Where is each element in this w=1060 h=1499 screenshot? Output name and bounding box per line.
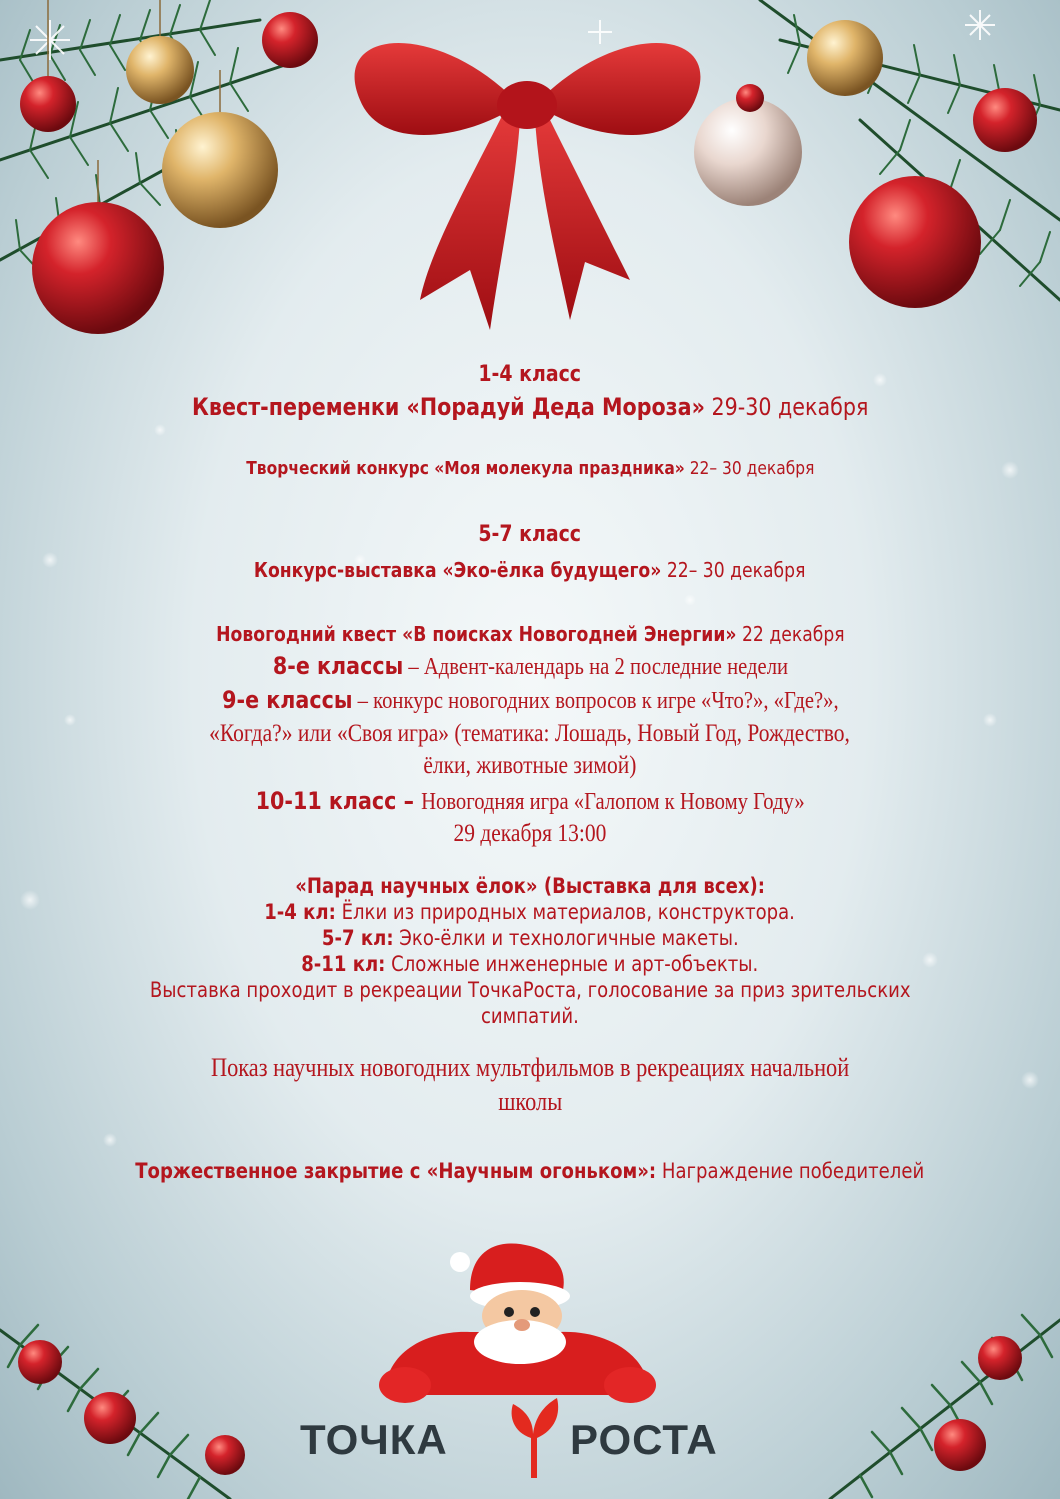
red-ornament-icon (978, 1336, 1022, 1380)
new-year-quest-line: Новогодний квест «В поисках Новогодней Энергии» 22 декабря (215, 622, 845, 646)
exhibition-location-line: Выставка проходит в рекреации ТочкаРоста, голосование за приз зрительских (149, 978, 911, 1002)
red-ornament-icon (84, 1392, 136, 1444)
section-title-1-4: 1-4 класс (478, 362, 582, 387)
parade-1-4-line: 1-4 кл: Ёлки из природных материалов, конструктора. (264, 900, 796, 924)
santa-claus-icon (379, 1243, 656, 1403)
creative-contest-line: Творческий конкурс «Моя молекула праздника» 22– 30 декабря (245, 458, 815, 479)
quest-breaks-line: Квест-переменки «Порадуй Деда Мороза» 29-30 декабря (191, 393, 869, 421)
red-ornament-icon (973, 88, 1037, 152)
grade-10-11-line: 10-11 класс – Новогодняя игра «Галопом к Новому Году» (255, 787, 805, 815)
ornaments (20, 0, 1037, 334)
cartoons-line: Показ научных новогодних мультфильмов в рекреациях начальной (210, 1053, 850, 1082)
eco-tree-contest-line: Конкурс-выставка «Эко-ёлка будущего» 22– 30 декабря (254, 558, 806, 582)
gold-ornament-icon (126, 36, 194, 104)
grade-9-line-cont-2: ёлки, животные зимой) (423, 752, 637, 779)
gold-ornament-icon (162, 112, 278, 228)
silver-ornament-icon (694, 98, 802, 206)
exhibition-location-line-cont: симпатий. (481, 1004, 579, 1028)
red-ornament-icon (32, 202, 164, 334)
logo-word-right: РОСТА (570, 1416, 718, 1463)
red-ornament-icon (20, 76, 76, 132)
grade-9-line-cont: «Когда?» или «Своя игра» (тематика: Лошадь, Новый Год, Рождество, (209, 720, 851, 747)
red-ornament-icon (262, 12, 318, 68)
closing-ceremony-line: Торжественное закрытие с «Научным огоньком»: Награждение победителей (135, 1159, 925, 1183)
section-title-5-7: 5-7 класс (478, 522, 582, 547)
logo-word-left: ТОЧКА (300, 1416, 448, 1463)
red-ornament-icon (18, 1340, 62, 1384)
tree-parade-title: «Парад научных ёлок» (Выставка для всех): (295, 874, 765, 898)
red-ornament-icon (849, 176, 981, 308)
parade-8-11-line: 8-11 кл: Сложные инженерные и арт-объекты. (301, 952, 759, 976)
red-bow-icon (355, 43, 701, 330)
tochka-rosta-logo (300, 1398, 760, 1478)
grade-8-line: 8-е классы – Адвент-календарь на 2 последние недели (272, 652, 788, 680)
red-ornament-icon (934, 1419, 986, 1471)
grade-9-line: 9-е классы – конкурс новогодних вопросов к игре «Что?», «Где?», (221, 686, 839, 714)
gold-ornament-icon (807, 20, 883, 96)
cartoons-line-cont: школы (497, 1087, 563, 1116)
game-date-line: 29 декабря 13:00 (453, 820, 607, 847)
sprout-logo-icon (503, 1398, 563, 1478)
red-ornament-icon (205, 1435, 245, 1475)
parade-5-7-line: 5-7 кл: Эко-ёлки и технологичные макеты. (321, 926, 739, 950)
